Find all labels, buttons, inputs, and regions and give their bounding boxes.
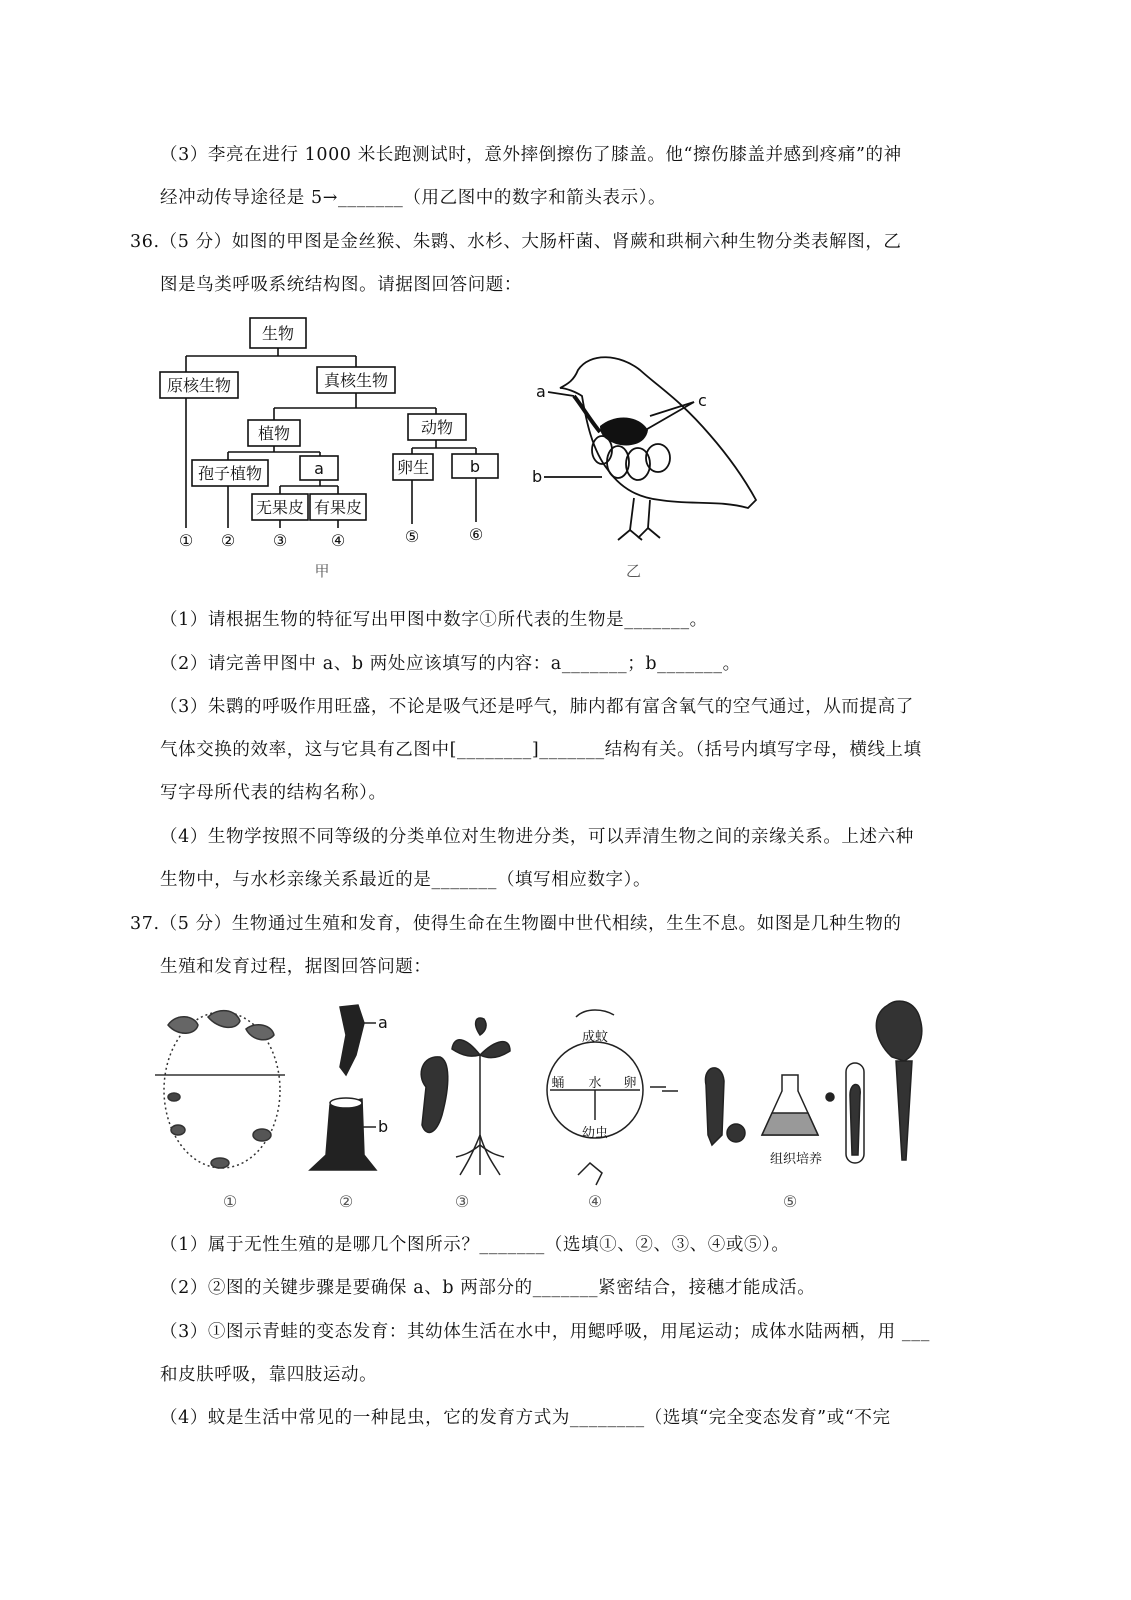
q36-part4-line1: （4）生物学按照不同等级的分类单位对生物进分类，可以弄清生物之间的亲缘关系。上述六种 [160,827,914,847]
bird-caption: 乙 [626,562,642,580]
q36-stem-line1: 36.（5 分）如图的甲图是金丝猴、朱鹮、水杉、大肠杆菌、肾蕨和珙桐六种生物分类表解图，乙 [130,232,902,252]
frog-tadpole-3 [253,1129,271,1141]
frog-tadpole-2 [211,1158,229,1168]
carrot-slice [727,1124,745,1142]
carrot-plant-leaves [876,1001,921,1061]
bird-lung [600,417,648,445]
tree-label-oviparous: 卵生 [396,458,430,477]
carrot-plant-root [896,1061,912,1160]
tree-label-prokaryote: 原核生物 [166,376,232,395]
figure-number-3: ③ [454,1192,470,1211]
seedling-leaf-left [452,1040,480,1056]
tree-label-plant: 植物 [257,424,291,443]
figure-number-5: ⑤ [782,1192,798,1211]
q36-stem-line2: 图是鸟类呼吸系统结构图。请据图回答问题： [160,275,522,295]
bird-respiratory-figure [530,340,780,590]
tree-label-spore-plant: 孢子植物 [197,464,263,483]
graft-cut-surface [330,1098,362,1108]
mosquito-label-adult: 成蚊 [581,1030,609,1045]
tree-leaf-5: ⑤ [404,527,420,546]
q36-part3-line3: 写字母所代表的结构名称）。 [160,783,387,803]
q37-part3-line2: 和皮肤呼吸，靠四肢运动。 [160,1365,378,1385]
graft-label-a: a [378,1013,388,1032]
q36-part1: （1）请根据生物的特征写出甲图中数字①所代表的生物是_______。 [160,610,708,630]
mosquito-label-pupa: 蛹 [551,1076,565,1091]
frog-life-cycle-figure [155,1011,285,1168]
seedling-roots [456,1135,504,1175]
mosquito-label-egg: 卵 [623,1076,637,1091]
test-tube-plantlet [850,1085,860,1156]
tree-leaf-3: ③ [272,531,288,550]
graft-label-b: b [378,1117,389,1136]
mosquito-label-larva: 幼虫 [581,1126,609,1141]
q36-part2: （2）请完善甲图中 a、b 两处应该填写的内容：a_______；b_______。 [160,654,741,674]
q37-part2: （2）②图的关键步骤是要确保 a、b 两部分的_______紧密结合，接穗才能成活。 [160,1278,816,1298]
frog-egg [168,1093,180,1101]
frog-tadpole-1 [171,1125,185,1135]
tree-leaf-1: ① [178,531,194,550]
q37-stem-line1: 37.（5 分）生物通过生殖和发育，使得生命在生物圈中世代相续，生生不息。如图是几种生物的 [130,914,902,934]
q37-part3-line1: （3）①图示青蛙的变态发育：其幼体生活在水中，用鳃呼吸，用尾运动；成体水陆两栖，用 ___ [160,1322,930,1342]
q36-part4-line2: 生物中，与水杉亲缘关系最近的是_______（填写相应数字）。 [160,870,652,890]
bird-label-c: c [698,391,707,410]
tree-label-b: b [469,457,481,476]
tree-label-eukaryote: 真核生物 [323,371,389,390]
q36-part3-line2: 气体交换的效率，这与它具有乙图中[________]_______结构有关。（括号内填写字母，横线上填 [160,740,922,760]
bird-trachea [574,396,600,432]
tree-label-root: 生物 [261,324,295,343]
frog-adult-2 [208,1011,240,1028]
reproduction-figures [150,995,940,1220]
bird-label-a: a [536,382,546,401]
tree-label-no-pericarp: 无果皮 [255,498,305,517]
tree-caption: 甲 [314,562,330,580]
bird-body-outline [560,357,756,508]
tissue-culture-figure [705,1001,921,1167]
tree-leaf-4: ④ [330,531,346,550]
tissue-culture-label: 组织培养 [770,1152,823,1167]
frog-adult-1 [168,1017,198,1034]
mosquito-egg-icon [650,1087,678,1091]
mosquito-adult-icon [576,1010,614,1017]
figure-number-4: ④ [587,1192,603,1211]
tree-leaf-6: ⑥ [468,525,484,544]
bird-label-b: b [532,467,543,486]
q37-stem-line2: 生殖和发育过程，据图回答问题： [160,957,432,977]
bean-seed [421,1057,448,1133]
figure-number-1: ① [222,1192,238,1211]
mosquito-life-cycle-figure [547,1010,678,1185]
q36-part3-line1: （3）朱鹮的呼吸作用旺盛，不论是吸气还是呼气，肺内都有富含氧气的空气通过，从而提高了 [160,697,914,717]
tree-label-animal: 动物 [420,418,454,437]
bird-leg-right [638,500,660,538]
q37-part4: （4）蚊是生活中常见的一种昆虫，它的发育方式为________（选填“完全变态发育”或“不完 [160,1408,891,1428]
mosquito-larva-icon [578,1163,602,1185]
q35-part3-line2: 经冲动传导途径是 5→_______（用乙图中的数字和箭头表示）。 [160,188,667,208]
graft-stock [310,1099,376,1170]
culture-medium [762,1113,818,1135]
seed-germination-figure [421,1018,510,1175]
grafting-figure [310,1005,388,1170]
tree-leaf-2: ② [220,531,236,550]
tree-label-a: a [314,459,324,478]
seedling-bud [476,1018,486,1035]
q37-part1: （1）属于无性生殖的是哪几个图所示？_______（选填①、②、③、④或⑤）。 [160,1235,790,1255]
figure-number-2: ② [338,1192,354,1211]
classification-tree-figure [150,310,520,585]
tree-label-with-pericarp: 有果皮 [313,498,363,517]
callus-dot [826,1093,834,1101]
seedling-leaf-right [480,1042,510,1058]
graft-scion [340,1005,364,1075]
carrot-root [705,1068,724,1145]
mosquito-label-water: 水 [588,1076,602,1091]
bird-leg-left [618,498,642,540]
frog-adult-3 [246,1025,274,1040]
q35-part3-line1: （3）李亮在进行 1000 米长跑测试时，意外摔倒擦伤了膝盖。他“擦伤膝盖并感到疼痛”的神 [160,145,902,165]
